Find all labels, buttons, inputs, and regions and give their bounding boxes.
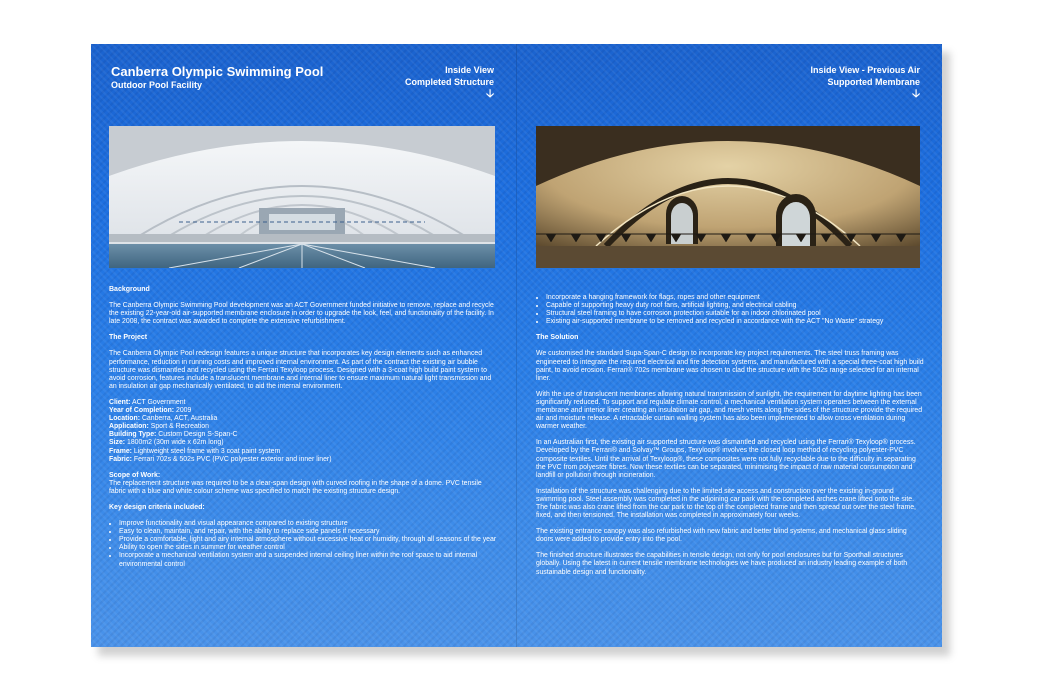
- detail-size: Size: 1800m2 (30m wide x 62m long): [109, 439, 224, 447]
- brochure-spread: [91, 44, 942, 647]
- list-item: • Easy to clean, maintain, and repair, with the ability to replace side panels if necessary: [119, 528, 497, 536]
- list-item: • Incorporate a hanging framework for flags, ropes and other equipment: [546, 294, 924, 302]
- solution-paragraph: With the use of translucent membranes allowing natural transmission of sunlight, the requirement for daytime lighting has been significantly reduced. To support and regulate climate control, a mechanical ventilation system operates between the external membrane and interior liner creating an insulation air gap, and mesh vents along the sides of the structure provide the required air and moisture release. A retractable curtain walling system has also been implemented to allow cross ventilation during warmer weather.: [536, 390, 923, 431]
- solution-paragraph: Installation of the structure was challenging due to the limited site access and construction over the existing in-ground swimming pool. Steel assembly was completed in the adjoining car park with the completed arches crane lifted onto the site. The fabric was also crane lifted from the car park to the top of the completed frame and then spread out over the steel frame, fixed, and then tensioned. The installation was completed in approximately four weeks.: [536, 487, 916, 520]
- list-item: • Capable of supporting heavy duty roof fans, artificial lighting, and electrical cabling: [546, 302, 924, 310]
- right-text-column: [536, 294, 924, 585]
- background-heading: Background: [109, 286, 150, 293]
- down-arrow-icon: 🡣: [486, 88, 494, 100]
- project-details: [109, 399, 497, 464]
- scope-text: The replacement structure was required to be a clear-span design with curved roofing in the shape of a dome. PVC tensile fabric with a blue and white colour scheme was specified to match the existing structure design.: [109, 479, 482, 495]
- list-item: • Incorporate a mechanical ventilation system and a suspended internal ceiling liner within the roof space to aid internal environmental control: [119, 552, 497, 568]
- detail-fabric: Fabric: Ferrari 702s & 502s PVC (PVC polyester exterior and inner liner): [109, 455, 332, 463]
- solution-paragraph: The existing entrance canopy was also refurbished with new fabric and better blind systems, and mechanical glass sliding doors were added to provide entry into the pool.: [536, 528, 907, 544]
- detail-application: Application: Sport & Recreation: [109, 423, 209, 431]
- completed-structure-photo: [109, 126, 495, 268]
- background-text: The Canberra Olympic Swimming Pool development was an ACT Government funded initiative to remove, replace and recycle the existing 22-year-old air-supported membrane enclosure in order to upgrade the look, feel, and functionality of the facility. In late 2008, the contract was awarded to complete the extensive refurbishment.: [109, 302, 494, 326]
- list-item: • Provide a comfortable, light and airy internal atmosphere without excessive heat or humidity, through all seasons of the year: [119, 536, 497, 544]
- criteria-list-continued: [536, 294, 924, 326]
- solution-paragraph: In an Australian first, the existing air supported structure was dismantled and recycled using the Ferrari® Texyloop® process. Developed by the Ferrari® and Solvay™ Groups, Texyloop® involves the closed loop method of recycling polyester-PVC composite textiles. Until the arrival of Texyloop®, these composites were not fully recyclable due to the difficulty in separating the PVC from polyester fibres. Now these textiles can be separated, minimising the impact of raw material consumption and landfill or pollution through incineration.: [536, 439, 916, 479]
- criteria-heading: Key design criteria included:: [109, 503, 205, 511]
- detail-location: Location: Canberra, ACT, Australia: [109, 415, 218, 423]
- criteria-list: [109, 520, 497, 569]
- right-view-line1: Inside View - Previous Air: [810, 65, 920, 75]
- detail-client: Client: ACT Government: [109, 398, 186, 406]
- page-title: Canberra Olympic Swimming Pool: [111, 64, 324, 79]
- solution-paragraph: The finished structure illustrates the capabilities in tensile design, not only for pool enclosures but for Sporthall structures globally. Using the latest in current tensile membrane technologies we have produced an industry leading example of both sustainable design and functionality.: [536, 552, 908, 576]
- detail-building-type: Building Type: Custom Design S-Span-C: [109, 431, 238, 439]
- left-view-line2: Completed Structure: [404, 77, 494, 87]
- right-view-line2: Supported Membrane: [827, 77, 920, 87]
- project-text: The Canberra Olympic Pool redesign features a unique structure that incorporates key design elements such as enhanced performance, reduction in running costs and improved internal environment. As part of the contract the existing air bubble structure was dismantled and recycled using the Ferrari Texyloop process. Designed with a 3-coat high build paint system to avoid corrosion, features include a translucent membrane and internal liner to ensure maximum natural light transmission and an insulation air gap mechanically ventilated, to aid the internal environment.: [109, 350, 492, 390]
- left-view-line1: Inside View: [445, 65, 494, 75]
- left-text-column: [109, 286, 497, 577]
- list-item: • Structural steel framing to have corrosion protection suitable for an indoor chlorinated pool: [546, 310, 924, 318]
- down-arrow-icon: 🡣: [912, 88, 920, 100]
- title-block: [111, 64, 323, 91]
- list-item: • Ability to open the sides in summer for weather control: [119, 544, 497, 552]
- air-supported-membrane-photo: [536, 126, 920, 268]
- project-heading: The Project: [109, 334, 148, 342]
- left-view-label: [405, 64, 494, 100]
- list-item: • Improve functionality and visual appearance compared to existing structure: [119, 520, 497, 528]
- solution-paragraph: We customised the standard Supa-Span-C design to incorporate key project requirements. The steel truss framing was engineered to integrate the required electrical and fire detection systems, and manufactured with a special three-coat high build paint, to avoid erosion. Ferrari® 702s membrane was chosen to clad the structure with the 502s range selected for an internal liner.: [536, 350, 924, 382]
- right-view-label: [810, 64, 920, 100]
- scope-heading: Scope of Work:: [109, 471, 161, 479]
- list-item: • Existing air-supported membrane to be removed and recycled in accordance with the ACT "No Waste" strategy: [546, 318, 924, 326]
- detail-frame: Frame: Lightweight steel frame with 3 coat paint system: [109, 447, 281, 455]
- center-fold: [516, 44, 517, 647]
- solution-heading: The Solution: [536, 334, 579, 342]
- detail-year: Year of Completion: 2009: [109, 407, 192, 415]
- page-subtitle: Outdoor Pool Facility: [111, 80, 203, 90]
